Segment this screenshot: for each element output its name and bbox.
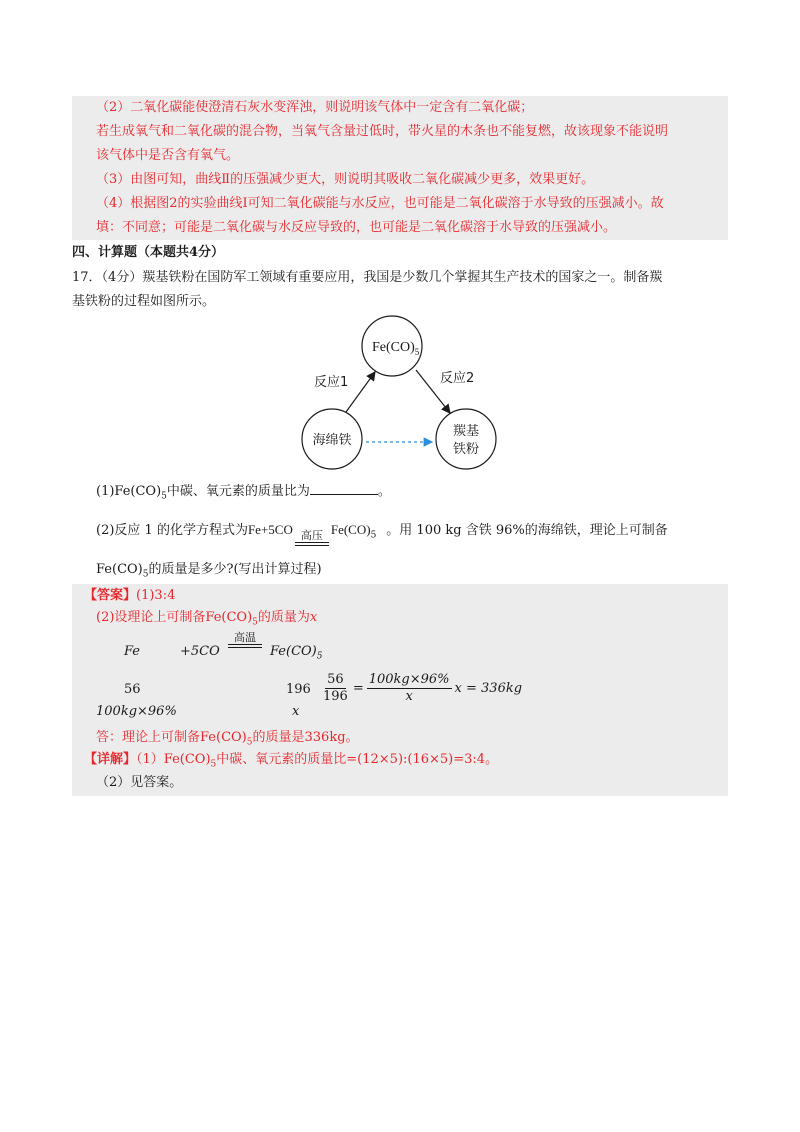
label-reaction-1: 反应1 bbox=[314, 375, 349, 390]
sub-question-2-line-2: $Fe(CO)_5$的质量是多少?(写出计算过程) bbox=[96, 562, 322, 580]
node-sponge-iron-label: 海绵铁 bbox=[312, 433, 352, 448]
process-diagram bbox=[0, 312, 800, 472]
prev-answer-line-1: （2）二氧化碳能使澄清石灰水变浑浊，则说明该气体中一定含有二氧化碳； bbox=[96, 100, 534, 115]
sub-question-1: $(1)Fe(CO)_5$中碳、氧元素的质量比为 。 bbox=[96, 484, 391, 502]
eq-fe: Fe bbox=[124, 644, 141, 659]
prev-answer-line-5: （4）根据图2的实验曲线Ⅰ可知二氧化碳能与水反应，也可能是二氧化碳溶于水导致的压强减小。故 bbox=[96, 196, 664, 211]
answer-tag: 【答案】 bbox=[84, 588, 137, 603]
node-carbonyl-label-1: 羰基 bbox=[452, 424, 480, 439]
eq-condition: 高温 bbox=[226, 632, 264, 648]
node-carbonyl-label-2: 铁粉 bbox=[452, 442, 480, 457]
sub-question-2: (2)反应 1 的化学方程式为Fe+5CO 高压 $Fe(CO)_5$ 。用 100 kg 含铁 96%的海绵铁，理论上可制备 bbox=[96, 520, 668, 546]
eq-product: $Fe(CO)_5$ bbox=[270, 644, 323, 662]
node-fe-co5-label: Fe(CO) bbox=[372, 340, 415, 355]
prev-answer-line-2: 若生成氧气和二氧化碳的混合物，当氧气含量过低时，带火星的木条也不能复燃，故该现象不能说明 bbox=[96, 124, 669, 139]
detail-line-1: 【详解】$(1)Fe(CO)_5$中碳、氧元素的质量比=(12×5):(16×5)=3:4。 bbox=[84, 752, 499, 770]
prev-answer-line-4: （3）由图可知，曲线Ⅱ的压强减少更大，则说明其吸收二氧化碳减少更多，效果更好。 bbox=[96, 172, 595, 187]
svg-text:Fe(CO)5: $Fe(CO)_5$ bbox=[372, 340, 420, 357]
question-17-line-1: 17．（4分）羰基铁粉在国防军工领域有重要应用，我国是少数几个掌握其生产技术的国家之一。制备羰 bbox=[72, 270, 663, 285]
mass-product: 196 bbox=[286, 682, 311, 697]
prev-answer-line-3: 该气体中是否含有氧气。 bbox=[96, 148, 240, 163]
prev-answer-line-6: 填：不同意；可能是二氧化碳与水反应导致的，也可能是二氧化碳溶于水导致的压强减小。 bbox=[96, 220, 617, 235]
detail-line-2: （2）见答案。 bbox=[96, 775, 183, 790]
node-carbonyl-iron-powder bbox=[436, 409, 496, 469]
mass-fe: 56 bbox=[124, 682, 141, 697]
proportion-equation: $\frac{56}{196}$ = $\frac{100kg\times 96\%}{x}$ x = 336kg bbox=[323, 672, 523, 704]
answer-blank bbox=[310, 482, 378, 495]
answer-line-2: (2)设理论上可制备$Fe(CO)_5$的质量为x bbox=[96, 610, 318, 628]
section-title: 四、计算题（本题共4分） bbox=[72, 245, 225, 260]
question-17-line-2: 基铁粉的过程如图所示。 bbox=[72, 294, 216, 309]
answer-final: 答：理论上可制备$Fe(CO)_5$的质量是336kg。 bbox=[96, 730, 359, 748]
eq-co: +5CO bbox=[180, 644, 220, 659]
label-reaction-2: 反应2 bbox=[440, 371, 475, 386]
detail-tag: 【详解】 bbox=[84, 752, 137, 767]
mass-sponge: 100kg×96% bbox=[96, 704, 177, 719]
arrow-reaction-1 bbox=[346, 372, 375, 412]
answer-line-1: 【答案】(1)3:4 bbox=[84, 588, 176, 603]
mass-x: x bbox=[292, 704, 300, 719]
